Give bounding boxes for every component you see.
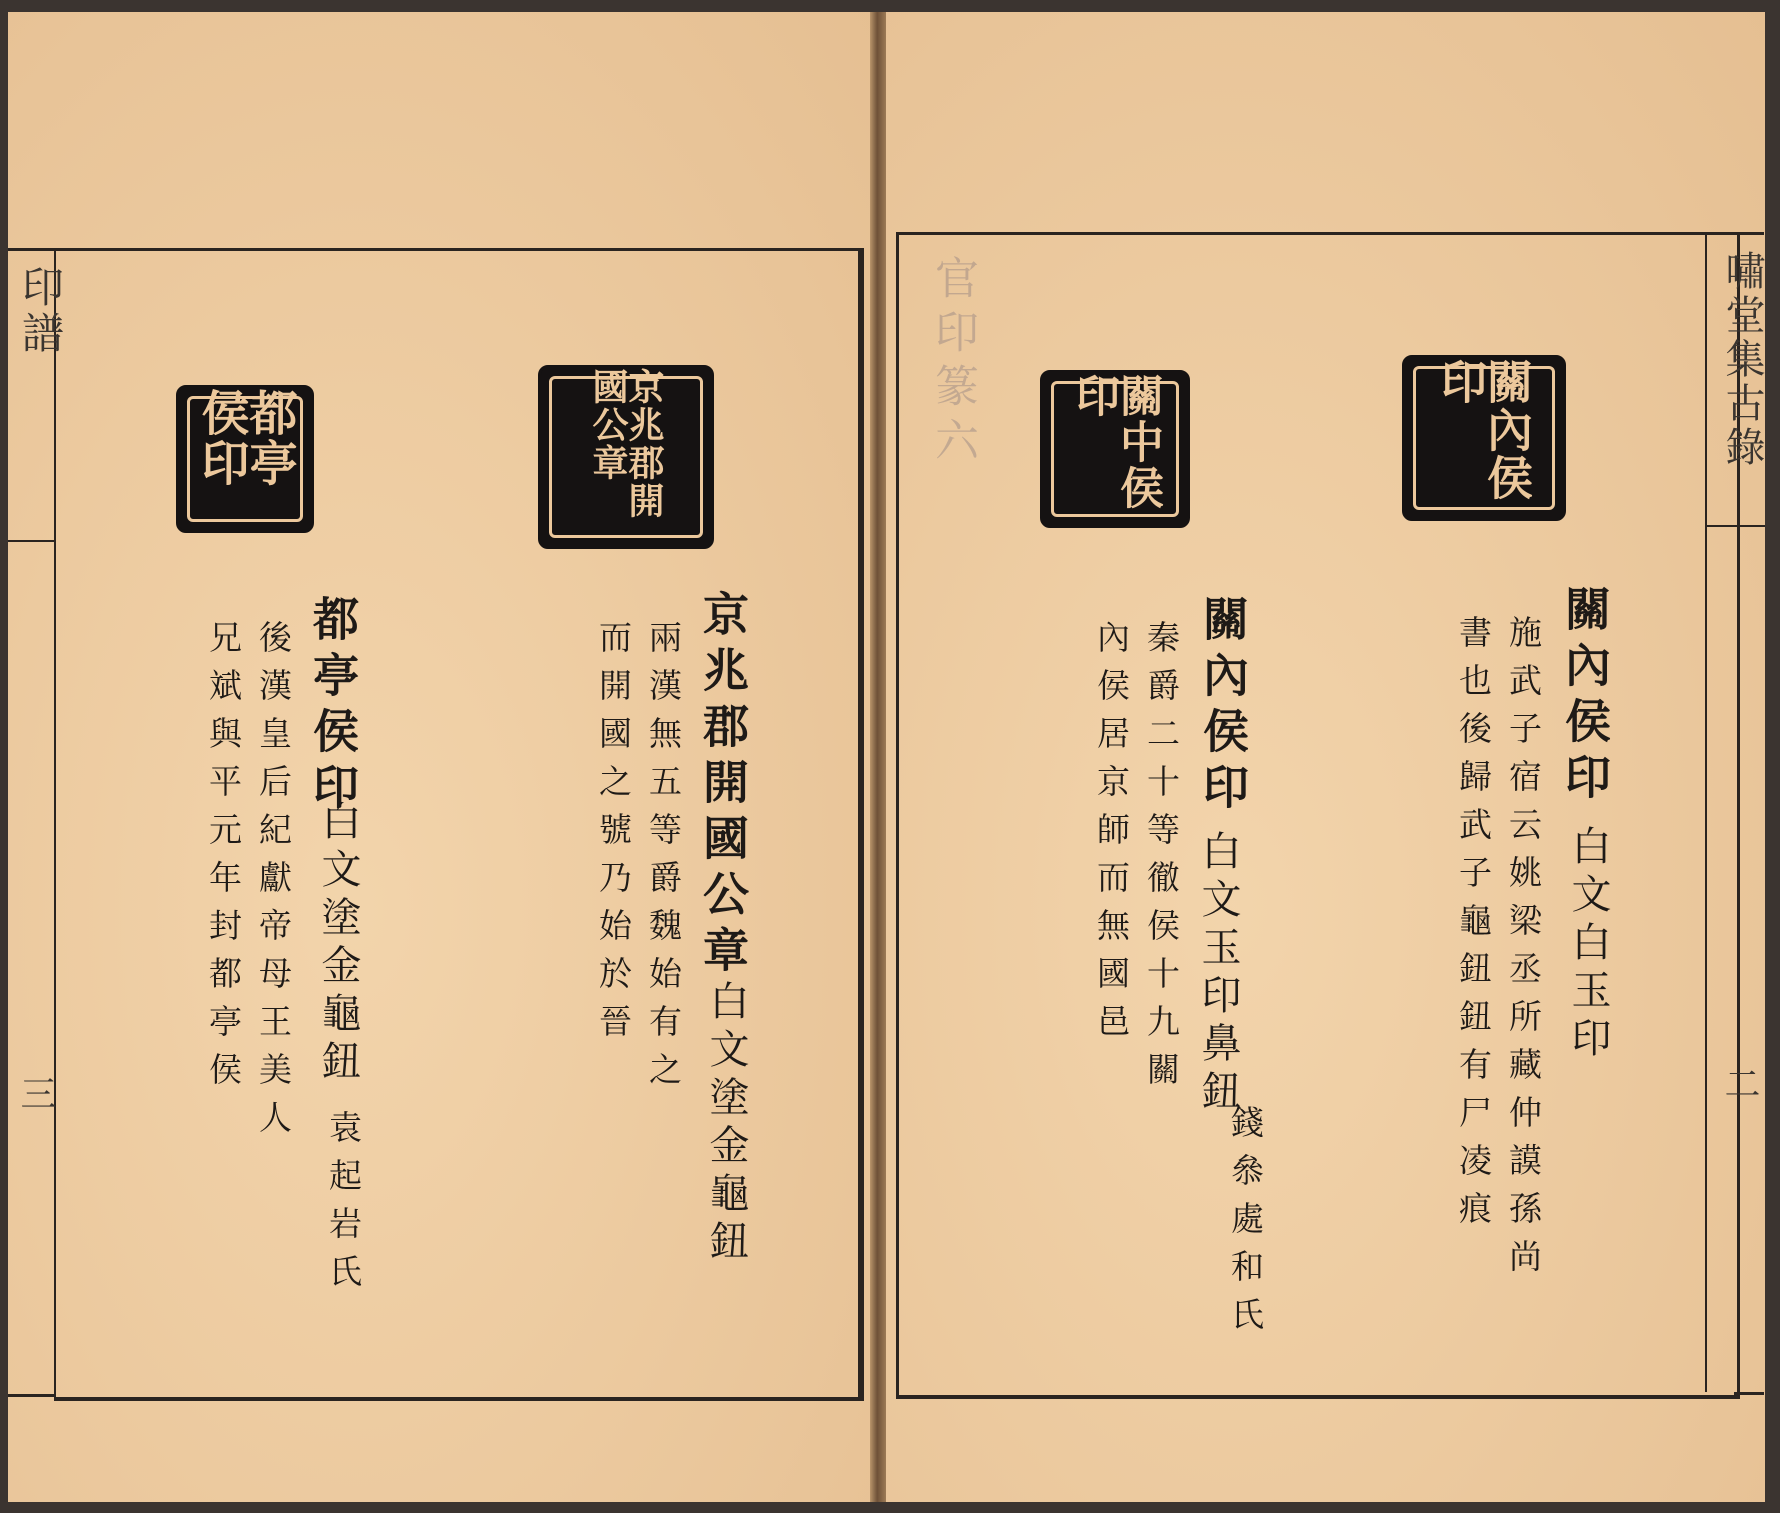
right-page-number: 二 bbox=[1719, 1065, 1760, 1105]
seal-guanzhonghou-yin: 關中侯印 bbox=[1040, 370, 1190, 528]
seal-jingzhaojun-kaiguogong-zhang: 京兆郡開國公章 bbox=[538, 365, 714, 549]
entry-title-guanneihou-2: 關內侯印 bbox=[1196, 595, 1250, 819]
entry-desc-guanneihou-2-line2: 內侯居京師而無國邑 bbox=[1092, 620, 1131, 1052]
left-margin-title: 印譜 bbox=[16, 265, 65, 357]
right-margin-divider bbox=[1705, 525, 1765, 527]
left-margin-rule-bottom bbox=[8, 1394, 54, 1397]
left-margin-rule-top bbox=[8, 248, 54, 251]
seal-guanneihou-yin: 關內侯印 bbox=[1402, 355, 1566, 521]
entry-desc-dutinghou-line2: 兄斌與平元年封都亭侯 bbox=[204, 620, 243, 1100]
right-margin-label: 官印篆六 bbox=[927, 255, 978, 471]
entry-title-dutinghou: 都亭侯印 bbox=[306, 595, 360, 819]
entry-note-guanneihou-1: 白文白玉印 bbox=[1565, 825, 1611, 1065]
right-margin-column-line bbox=[1705, 232, 1707, 1392]
left-margin-divider bbox=[8, 540, 54, 542]
right-page-border bbox=[896, 232, 1740, 1399]
book-gutter bbox=[870, 12, 886, 1502]
right-margin-title: 嘯堂集古錄 bbox=[1719, 250, 1765, 470]
right-margin-rule-top bbox=[1734, 232, 1764, 235]
entry-note-guanneihou-2: 白文玉印鼻鈕 bbox=[1195, 830, 1241, 1118]
left-page-number: 三 bbox=[15, 1075, 56, 1115]
entry-title-jingzhaojun: 京兆郡開國公章 bbox=[696, 590, 750, 982]
entry-desc-guanneihou-1-line1: 施武子宿云姚梁丞所藏仲謨孫尚 bbox=[1504, 615, 1543, 1287]
right-margin-rule-bottom bbox=[1734, 1392, 1764, 1395]
entry-desc-guanneihou-2-line1: 秦爵二十等徹侯十九關 bbox=[1142, 620, 1181, 1100]
entry-source-guanneihou-2: 錢叅處和氏 bbox=[1226, 1105, 1265, 1345]
entry-source-dutinghou: 袁起岩氏 bbox=[324, 1110, 363, 1302]
entry-desc-dutinghou-line1: 後漢皇后紀獻帝母王美人 bbox=[254, 620, 293, 1148]
seal-dutinghou-yin: 都亭侯印 bbox=[176, 385, 314, 533]
entry-desc-jingzhaojun-line2: 而開國之號乃始於晉 bbox=[594, 620, 633, 1052]
entry-note-dutinghou: 白文塗金龜鈕 bbox=[315, 800, 361, 1088]
entry-desc-jingzhaojun-line1: 兩漢無五等爵魏始有之 bbox=[644, 620, 683, 1100]
entry-note-jingzhaojun: 白文塗金龜鈕 bbox=[703, 980, 749, 1268]
entry-desc-guanneihou-1-line2: 書也後歸武子龜鈕鈕有尸凌痕 bbox=[1454, 615, 1493, 1239]
entry-title-guanneihou-1: 關內侯印 bbox=[1558, 585, 1612, 809]
